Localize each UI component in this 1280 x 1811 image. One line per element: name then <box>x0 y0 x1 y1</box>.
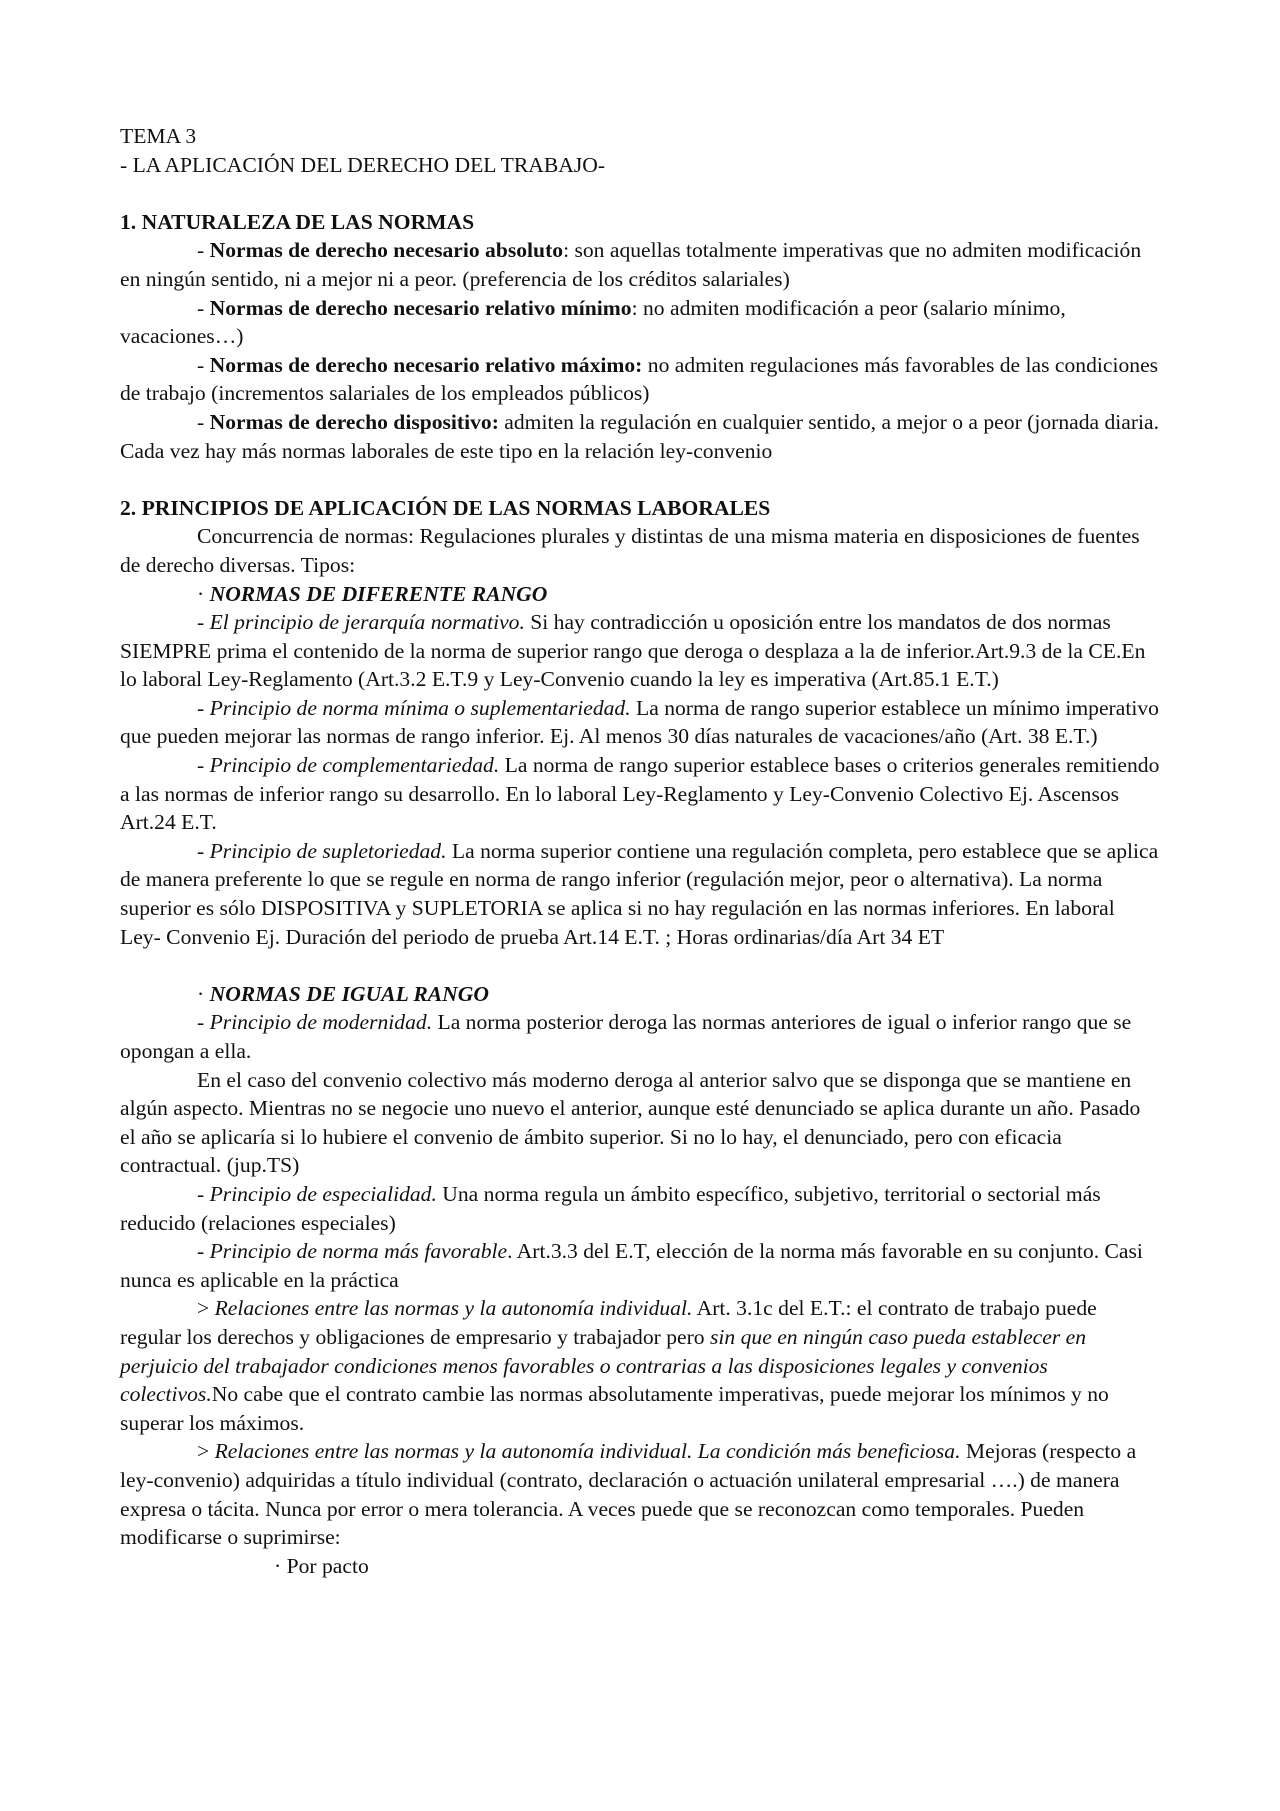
por-pacto-item: · Por pacto <box>274 1553 369 1578</box>
modernidad-paragraph: - Principio de modernidad. La norma posterior deroga las normas anteriores de igual o inferior rango que se opongan a ella. <box>120 1010 1132 1063</box>
complementariedad-paragraph: - Principio de complementariedad. La norma de rango superior establece bases o criterios generales remitiendo a las normas de inferior rango su desarrollo. En lo laboral Ley-Reglamento y Ley-Convenio Colectivo Ej. Ascensos Art.24 E.T. <box>120 753 1160 835</box>
norma-dispositivo-paragraph: - Normas de derecho dispositivo: admiten la regulación en cualquier sentido, a mejor o a peor (jornada diaria. Cada vez hay más normas laborales de este tipo en la relación ley-convenio <box>120 409 1160 463</box>
concurrencia-paragraph: Concurrencia de normas: Regulaciones plurales y distintas de una misma materia en disposiciones de fuentes de derecho diversas. Tipos: <box>120 524 1140 577</box>
jerarquia-paragraph: - El principio de jerarquía normativo. Si hay contradicción u oposición entre los mandatos de dos normas SIEMPRE prima el contenido de la norma de superior rango que deroga o desplaza a la de inferior.Art.9.3 de la CE.En lo laboral Ley-Reglamento (Art.3.2 E.T.9 y Ley-Convenio cuando la ley es imperativa (Art.85.1 E.T.) <box>120 610 1146 692</box>
igual-rango-heading: · NORMAS DE IGUAL RANGO <box>197 981 489 1006</box>
especialidad-paragraph: - Principio de especialidad. Una norma regula un ámbito específico, subjetivo, territorial o sectorial más reducido (relaciones especiales) <box>120 1181 1101 1235</box>
norma-absoluto-paragraph: - Normas de derecho necesario absoluto: son aquellas totalmente imperativas que no admiten modificación en ningún sentido, ni a mejor ni a peor. (preferencia de los créditos salariales) <box>120 238 1142 291</box>
supletoriedad-paragraph: - Principio de supletoriedad. La norma superior contiene una regulación completa, pero establece que se aplica de manera preferente lo que se regule en norma de rango inferior (regulación mejor, peor o alternativa). La norma superior es sólo DISPOSITIVA y SUPLETORIA se aplica si no hay regulación en las normas inferiores. En laboral Ley- Convenio Ej. Duración del periodo de prueba Art.14 E.T. ; Horas ordinarias/día Art 34 ET <box>120 838 1159 949</box>
norma-relativo-maximo-paragraph: - Normas de derecho necesario relativo máximo: no admiten regulaciones más favorables de las condiciones de trabajo (incrementos salariales de los empleados públicos) <box>120 352 1159 406</box>
document-subtitle: - LA APLICACIÓN DEL DERECHO DEL TRABAJO- <box>120 152 606 177</box>
spacer <box>120 465 1160 494</box>
autonomia-individual-paragraph: > Relaciones entre las normas y la autonomía individual. Art. 3.1c del E.T.: el contrato de trabajo puede regular los derechos y obligaciones de empresario y trabajador pero sin que en ningún caso pueda establecer en perjuicio del trabajador condiciones menos favorables o contrarias a las disposiciones legales y convenios colectivos.No cabe que el contrato cambie las normas absolutamente imperativas, puede mejorar los mínimos y no superar los máximos. <box>120 1296 1109 1435</box>
section-1-heading: 1. NATURALEZA DE LAS NORMAS <box>120 209 475 234</box>
convenio-colectivo-paragraph: En el caso del convenio colectivo más moderno deroga al anterior salvo que se disponga que se mantiene en algún aspecto. Mientras no se negocie uno nuevo el anterior, aunque esté denunciado se aplica durante un año. Pasado el año se aplicaría si lo hubiere el convenio de ámbito superior. Si no lo hay, el denunciado, pero con eficacia contractual. (jup.TS) <box>120 1067 1141 1178</box>
topic-label: TEMA 3 <box>120 124 197 148</box>
norma-minima-paragraph: - Principio de norma mínima o suplementariedad. La norma de rango superior establece un mínimo imperativo que pueden mejorar las normas de rango inferior. Ej. Al menos 30 días naturales de vacaciones/año (Art. 38 E.T.) <box>120 695 1159 749</box>
spacer <box>120 179 1160 208</box>
diferente-rango-heading: · NORMAS DE DIFERENTE RANGO <box>197 581 548 606</box>
norma-relativo-minimo-paragraph: - Normas de derecho necesario relativo mínimo: no admiten modificación a peor (salario mínimo, vacaciones…) <box>120 295 1066 349</box>
spacer <box>120 951 1160 980</box>
condicion-mas-beneficiosa-paragraph: > Relaciones entre las normas y la autonomía individual. La condición más beneficiosa. Mejoras (respecto a ley-convenio) adquiridas a título individual (contrato, declaración o actuación unilateral empresarial ….) de manera expresa o tácita. Nunca por error o mera tolerancia. A veces puede que se reconozcan como temporales. Pueden modificarse o suprimirse: <box>120 1439 1137 1550</box>
section-2-heading: 2. PRINCIPIOS DE APLICACIÓN DE LAS NORMAS LABORALES <box>120 495 771 520</box>
norma-mas-favorable-paragraph: - Principio de norma más favorable. Art.3.3 del E.T, elección de la norma más favorable en su conjunto. Casi nunca es aplicable en la práctica <box>120 1239 1143 1292</box>
